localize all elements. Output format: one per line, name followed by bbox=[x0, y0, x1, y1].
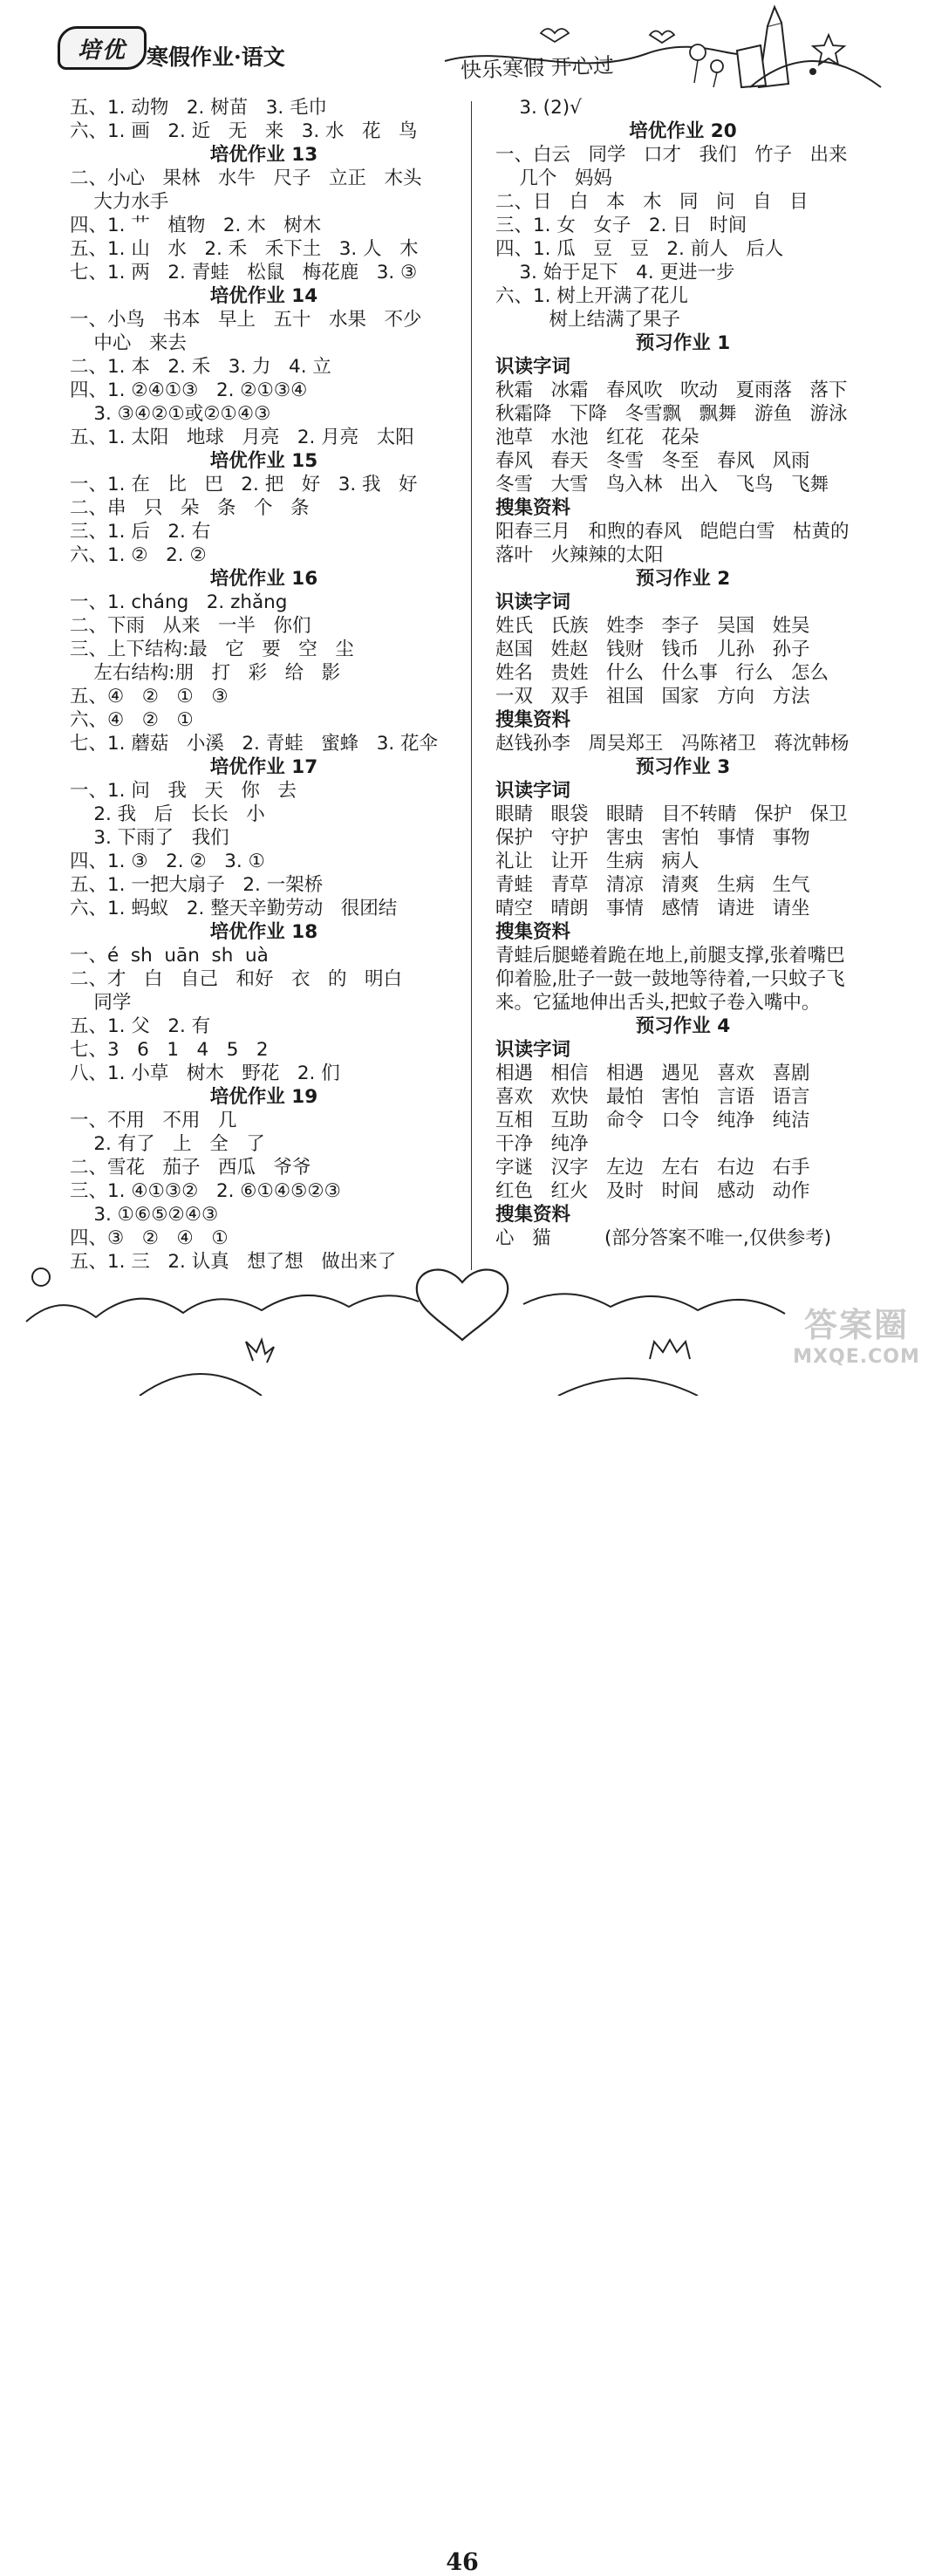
answer-line: 五、1. 动物 2. 树苗 3. 毛巾 bbox=[70, 97, 328, 119]
answer-line: 三、上下结构:最 它 要 空 尘 bbox=[70, 639, 354, 660]
answer-line: 干净 纯净 bbox=[495, 1133, 589, 1155]
answer-line: 二、小心 果林 水牛 尺子 立正 木头 bbox=[70, 167, 422, 189]
book-logo: 培优 bbox=[58, 26, 147, 70]
answer-line: 四、1. ③ 2. ② 3. ① bbox=[70, 851, 265, 872]
answer-line: 四、1. 艹 植物 2. 木 树木 bbox=[70, 215, 322, 236]
sub-heading: 搜集资料 bbox=[495, 1204, 571, 1226]
section-heading: 培优作业 19 bbox=[209, 1086, 318, 1108]
answer-line: 三、1. ④①③② 2. ⑥①④⑤②③ bbox=[70, 1180, 341, 1202]
answer-line: 一、1. 在 比 巴 2. 把 好 3. 我 好 bbox=[70, 474, 418, 495]
answer-line: 五、1. 三 2. 认真 想了想 做出来了 bbox=[70, 1251, 397, 1273]
section-heading: 培优作业 16 bbox=[209, 568, 318, 590]
answer-line: 五、1. 一把大扇子 2. 一架桥 bbox=[70, 874, 324, 896]
answer-line: 一、白云 同学 口才 我们 竹子 出来 bbox=[495, 144, 848, 166]
dot-icon bbox=[809, 68, 816, 75]
sub-heading: 识读字词 bbox=[495, 780, 571, 802]
sub-heading: 搜集资料 bbox=[495, 709, 571, 731]
section-heading: 培优作业 15 bbox=[209, 450, 318, 472]
answer-line: 青蛙后腿蜷着跪在地上,前腿支撑,张着嘴巴 bbox=[495, 945, 845, 967]
bird-icon-2 bbox=[650, 31, 674, 44]
sub-heading: 识读字词 bbox=[495, 356, 571, 378]
answer-line: 七、1. 蘑菇 小溪 2. 青蛙 蜜蜂 3. 花伞 bbox=[70, 733, 439, 755]
answer-line: 3. 始于足下 4. 更进一步 bbox=[495, 262, 735, 284]
answer-line: 姓氏 氏族 姓李 李子 吴国 姓吴 bbox=[495, 615, 810, 637]
star-icon bbox=[813, 35, 844, 65]
answer-line: 来。它猛地伸出舌头,把蚊子卷入嘴中。 bbox=[495, 992, 821, 1014]
answer-line: 心 猫 (部分答案不唯一,仅供参考) bbox=[495, 1227, 832, 1249]
answer-line: 春风 春天 冬雪 冬至 春风 风雨 bbox=[495, 450, 810, 472]
section-heading: 培优作业 17 bbox=[209, 756, 318, 778]
answer-line: 赵国 姓赵 钱财 钱币 儿孙 孙子 bbox=[495, 639, 810, 660]
answer-line: 四、③ ② ④ ① bbox=[70, 1227, 229, 1249]
page-header bbox=[0, 0, 935, 96]
answer-line: 3. ①⑥⑤②④③ bbox=[70, 1204, 219, 1226]
circle-icon bbox=[32, 1268, 50, 1286]
page-number: 46 bbox=[446, 2549, 479, 2576]
answer-line: 字谜 汉字 左边 左右 右边 右手 bbox=[495, 1157, 810, 1179]
answer-line: 相遇 相信 相遇 遇见 喜欢 喜剧 bbox=[495, 1063, 810, 1084]
answer-line: 喜欢 欢快 最怕 害怕 言语 语言 bbox=[495, 1086, 810, 1108]
answer-line: 六、1. 树上开满了花儿 bbox=[495, 285, 688, 307]
scalloped-border-icon bbox=[26, 1295, 419, 1322]
answer-line: 眼睛 眼袋 眼睛 目不转睛 保护 保卫 bbox=[495, 803, 848, 825]
answer-line: 一双 双手 祖国 国家 方向 方法 bbox=[495, 686, 810, 707]
answer-line: 大力水手 bbox=[70, 191, 169, 213]
answer-line: 3. (2)√ bbox=[495, 97, 582, 119]
answer-line: 姓名 贵姓 什么 什么事 行么 怎么 bbox=[495, 662, 829, 684]
watermark bbox=[787, 1298, 926, 1385]
slogan-banner: 快乐寒假 开心过 bbox=[460, 52, 615, 84]
section-heading: 预习作业 2 bbox=[635, 568, 731, 590]
crayon-icon bbox=[737, 45, 766, 87]
answer-line: 一、1. cháng 2. zhǎng bbox=[70, 591, 288, 613]
answer-line: 一、1. 问 我 天 你 去 bbox=[70, 780, 297, 802]
header-decoration bbox=[436, 0, 890, 96]
left-answer-column bbox=[70, 96, 458, 1274]
answer-line: 五、1. 山 水 2. 禾 禾下土 3. 人 木 bbox=[70, 238, 419, 260]
answer-line: 二、串 只 朵 条 个 条 bbox=[70, 497, 310, 519]
answer-line: 互相 互助 命令 口令 纯净 纯洁 bbox=[495, 1110, 810, 1131]
sub-heading: 识读字词 bbox=[495, 1039, 571, 1061]
sub-heading: 搜集资料 bbox=[495, 921, 571, 943]
answer-line: 同学 bbox=[70, 992, 132, 1014]
book-title: 寒假作业·语文 bbox=[147, 44, 285, 70]
answer-line: 五、④ ② ① ③ bbox=[70, 686, 229, 707]
answer-line: 八、1. 小草 树木 野花 2. 们 bbox=[70, 1063, 340, 1084]
crown-icon bbox=[650, 1340, 690, 1359]
answer-line: 青蛙 青草 清凉 清爽 生病 生气 bbox=[495, 874, 810, 896]
answer-line: 六、1. 画 2. 近 无 来 3. 水 花 鸟 bbox=[70, 120, 418, 142]
answer-line: 六、1. 蚂蚁 2. 整天辛勤劳动 很团结 bbox=[70, 898, 398, 919]
answer-line: 五、1. 太阳 地球 月亮 2. 月亮 太阳 bbox=[70, 427, 414, 448]
answer-line: 晴空 晴朗 事情 感情 请进 请坐 bbox=[495, 898, 810, 919]
answer-line: 七、1. 两 2. 青蛙 松鼠 梅花鹿 3. ③ bbox=[70, 262, 418, 284]
answer-line: 中心 来去 bbox=[70, 332, 187, 354]
star-icon bbox=[246, 1340, 274, 1363]
sub-heading: 识读字词 bbox=[495, 591, 571, 613]
answer-line: 礼让 让开 生病 病人 bbox=[495, 851, 700, 872]
answer-line: 一、é sh uān sh uà bbox=[70, 945, 269, 967]
answer-line: 3. ③④②①或②①④③ bbox=[70, 403, 271, 425]
answer-line: 保护 守护 害虫 害怕 事情 事物 bbox=[495, 827, 810, 849]
answer-line: 落叶 火辣辣的太阳 bbox=[495, 544, 664, 566]
answer-line: 二、才 白 自己 和好 衣 的 明白 bbox=[70, 968, 403, 990]
watermark-logo-text: 答案圈 bbox=[803, 1306, 909, 1344]
answer-line: 四、1. 瓜 豆 豆 2. 前人 后人 bbox=[495, 238, 784, 260]
heart-icon bbox=[417, 1270, 508, 1340]
answer-line: 秋霜 冰霜 春风吹 吹动 夏雨落 落下 bbox=[495, 379, 848, 401]
section-heading: 预习作业 3 bbox=[635, 756, 731, 778]
balloon-icon bbox=[690, 44, 706, 60]
section-heading: 培优作业 18 bbox=[209, 921, 318, 943]
answer-line: 冬雪 大雪 鸟入林 出入 飞鸟 飞舞 bbox=[495, 474, 829, 495]
answer-line: 红色 红火 及时 时间 感动 动作 bbox=[495, 1180, 810, 1202]
section-heading: 培优作业 13 bbox=[209, 144, 318, 166]
answer-line: 三、1. 女 女子 2. 日 时间 bbox=[495, 215, 747, 236]
answer-line: 一、不用 不用 几 bbox=[70, 1110, 237, 1131]
sub-heading: 搜集资料 bbox=[495, 497, 571, 519]
answer-line: 二、日 白 本 木 同 问 自 目 bbox=[495, 191, 809, 213]
answer-line: 二、雪花 茄子 西瓜 爷爷 bbox=[70, 1157, 311, 1179]
section-heading: 预习作业 4 bbox=[635, 1015, 731, 1037]
right-answer-column bbox=[495, 96, 870, 1250]
answer-line: 五、1. 父 2. 有 bbox=[70, 1015, 211, 1037]
answer-line: 赵钱孙李 周吴郑王 冯陈褚卫 蒋沈韩杨 bbox=[495, 733, 850, 755]
answer-line: 四、1. ②④①③ 2. ②①③④ bbox=[70, 379, 308, 401]
section-heading: 培优作业 14 bbox=[209, 285, 318, 307]
hill-icon bbox=[140, 1374, 262, 1396]
bird-icon bbox=[541, 29, 569, 42]
answer-line: 二、下雨 从来 一半 你们 bbox=[70, 615, 311, 637]
watermark-url: MXQE.COM bbox=[793, 1346, 920, 1368]
answer-line: 树上结满了果子 bbox=[495, 309, 681, 331]
answer-line: 六、④ ② ① bbox=[70, 709, 194, 731]
answer-line: 一、小鸟 书本 早上 五十 水果 不少 bbox=[70, 309, 422, 331]
answer-line: 几个 妈妈 bbox=[495, 167, 612, 189]
answer-line: 池草 水池 红花 花朵 bbox=[495, 427, 700, 448]
section-heading: 预习作业 1 bbox=[635, 332, 731, 354]
answer-line: 二、1. 本 2. 禾 3. 力 4. 立 bbox=[70, 356, 331, 378]
answer-line: 秋霜降 下降 冬雪飘 飘舞 游鱼 游泳 bbox=[495, 403, 848, 425]
answer-line: 七、3 6 1 4 5 2 bbox=[70, 1039, 269, 1061]
answer-line: 2. 有了 上 全 了 bbox=[70, 1133, 265, 1155]
answer-line: 3. 下雨了 我们 bbox=[70, 827, 229, 849]
answer-line: 2. 我 后 长长 小 bbox=[70, 803, 265, 825]
balloon-icon-2 bbox=[711, 60, 723, 72]
answer-line: 仰着脸,肚子一鼓一鼓地等待着,一只蚊子飞 bbox=[495, 968, 845, 990]
section-heading: 培优作业 20 bbox=[629, 120, 737, 142]
answer-line: 左右结构:朋 打 彩 给 影 bbox=[70, 662, 341, 684]
answer-line: 三、1. 后 2. 右 bbox=[70, 521, 211, 543]
answer-line: 阳春三月 和煦的春风 皑皑白雪 枯黄的 bbox=[495, 521, 850, 543]
answer-line: 六、1. ② 2. ② bbox=[70, 544, 207, 566]
column-divider bbox=[471, 101, 472, 1270]
